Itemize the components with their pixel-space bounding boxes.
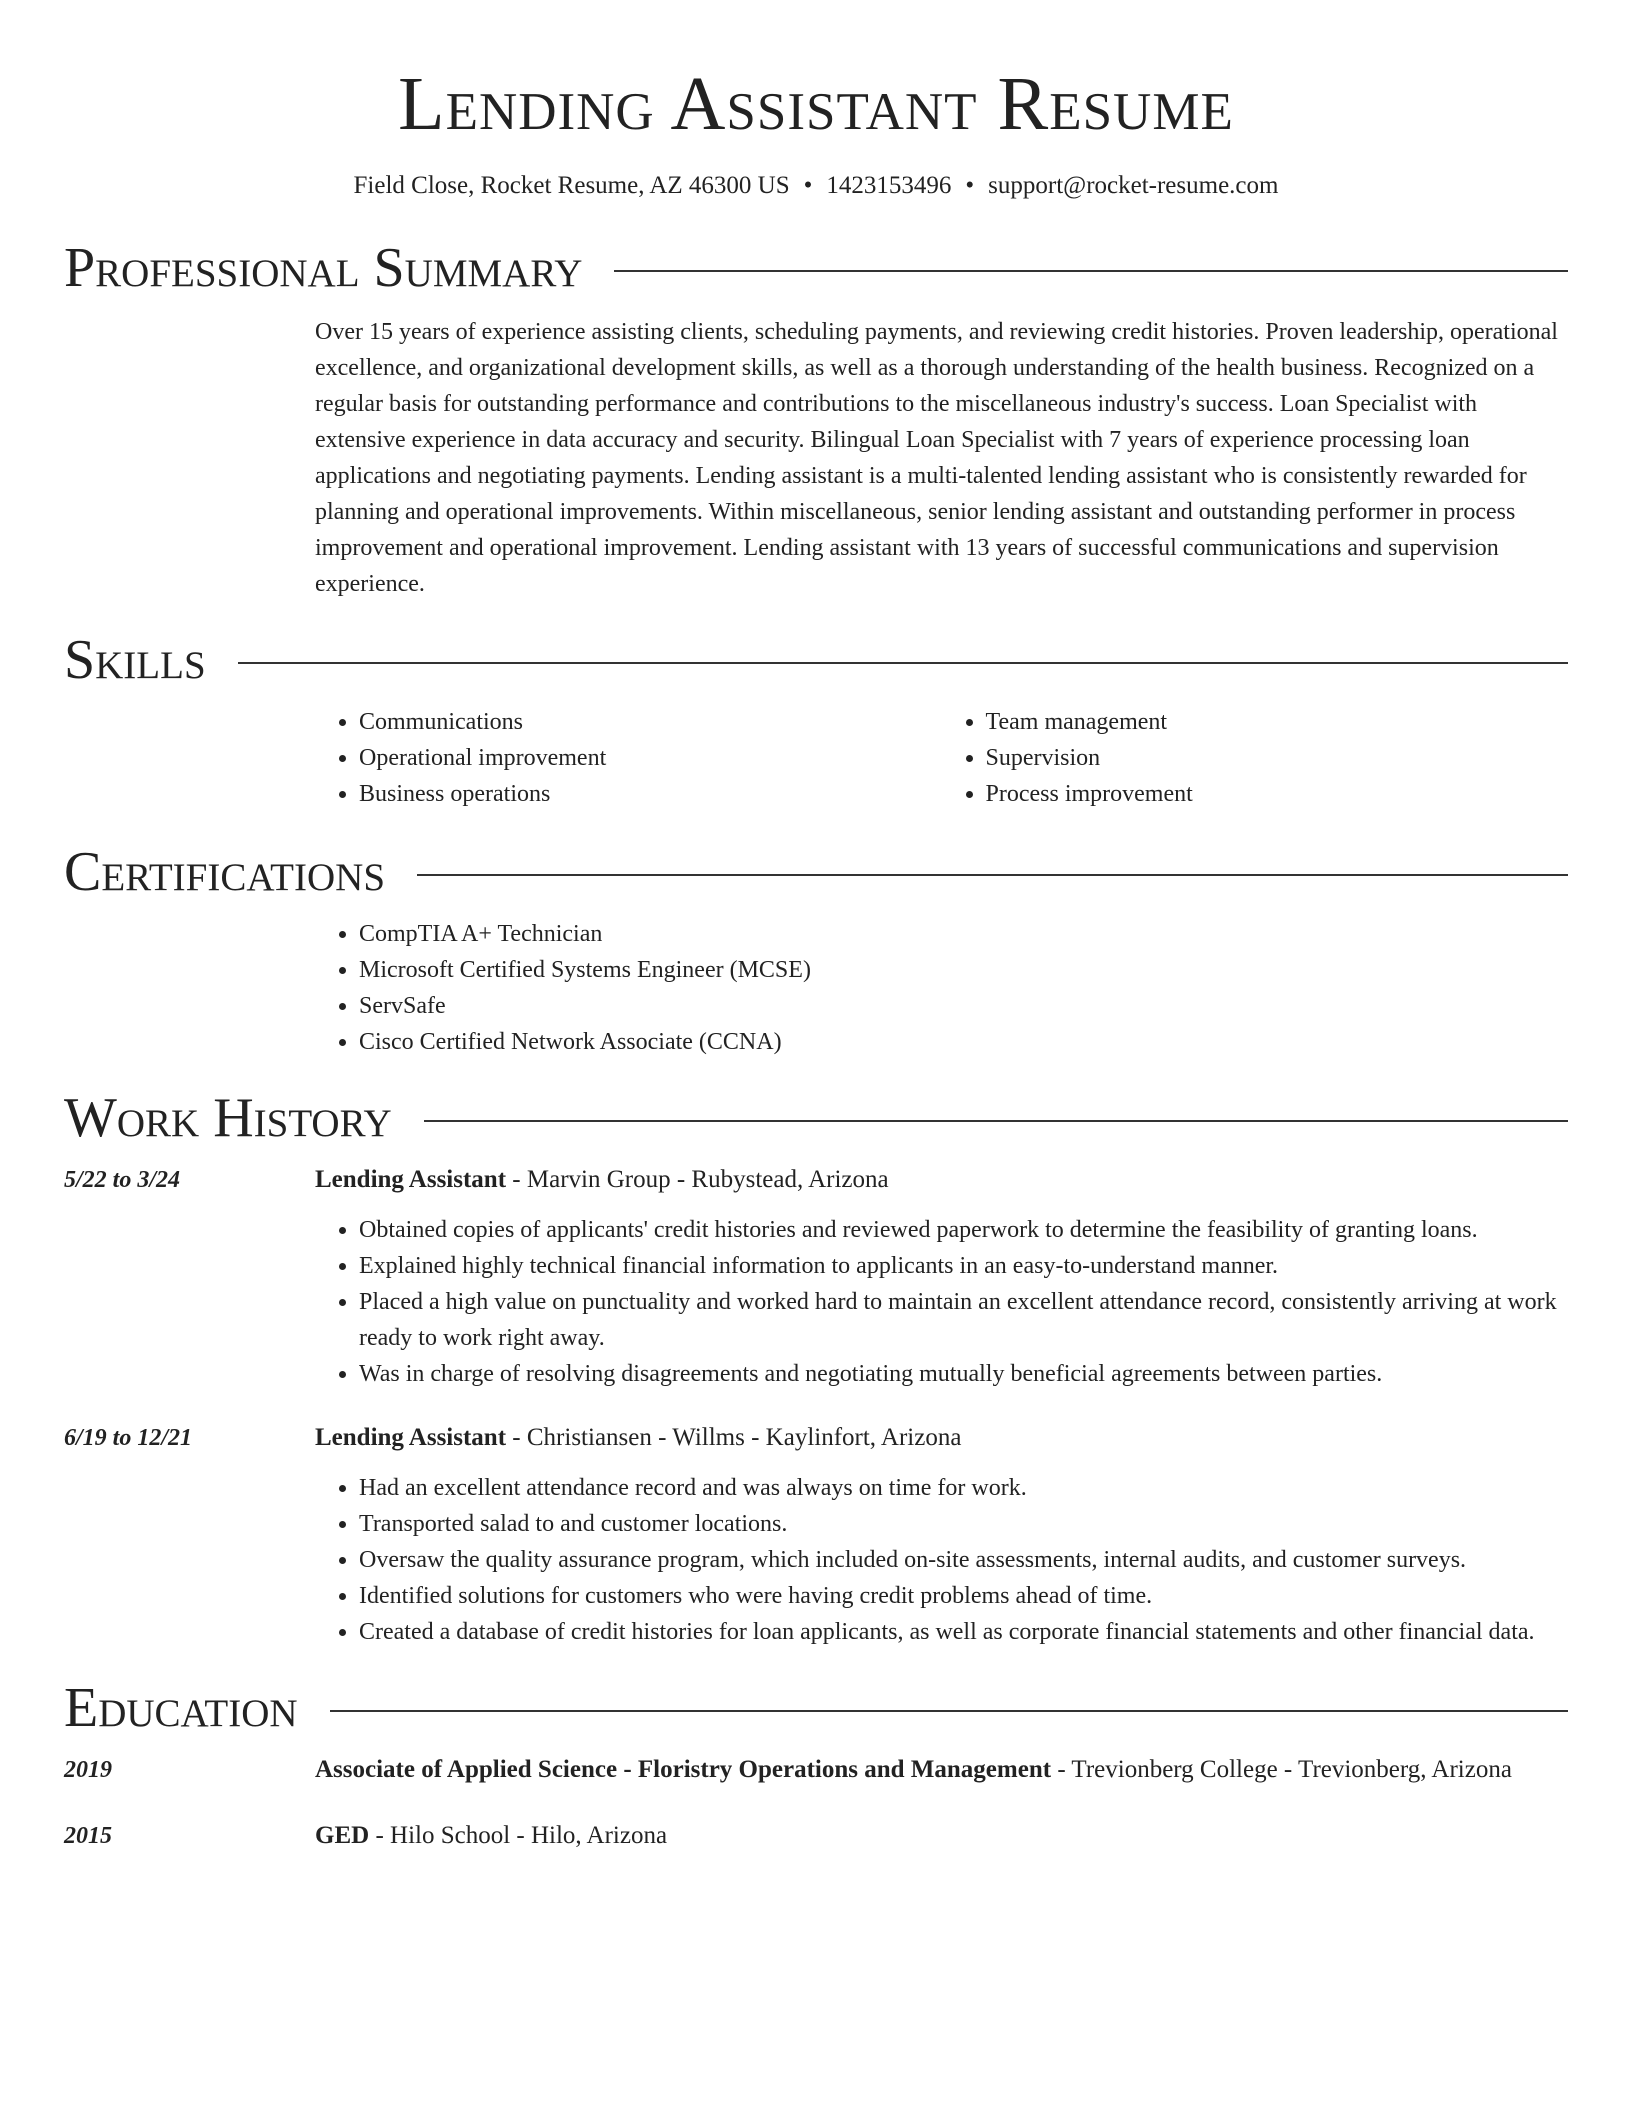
certifications-list bbox=[315, 916, 1568, 1060]
certifications-title: Certifications bbox=[64, 841, 386, 903]
education-title: Education bbox=[64, 1677, 298, 1739]
section-divider bbox=[417, 874, 1568, 876]
skill-item: • Team management bbox=[986, 704, 1569, 740]
skill-item: • Supervision bbox=[986, 740, 1569, 776]
skills-header bbox=[64, 630, 1568, 690]
job-entry bbox=[64, 1418, 1568, 1650]
job-bullet: • Identified solutions for customers who were having credit problems ahead of time. bbox=[359, 1578, 1568, 1614]
skills-section bbox=[64, 630, 1568, 812]
certifications-section bbox=[64, 842, 1568, 1060]
job-bullets bbox=[315, 1470, 1568, 1650]
job-bullet: • Was in charge of resolving disagreements and negotiating mutually beneficial agreements between parties. bbox=[359, 1356, 1568, 1392]
job-heading bbox=[315, 1418, 961, 1458]
skill-item: • Operational improvement bbox=[359, 740, 942, 776]
job-dates: 6/19 to 12/21 bbox=[64, 1425, 193, 1451]
education-year: 2019 bbox=[64, 1757, 112, 1783]
job-entry bbox=[64, 1160, 1568, 1392]
resume-title: Lending Assistant Resume bbox=[398, 62, 1234, 146]
email: support@rocket-resume.com bbox=[988, 172, 1279, 199]
education-entry bbox=[64, 1750, 1568, 1790]
certification-item: • ServSafe bbox=[359, 988, 1568, 1024]
job-bullet: • Oversaw the quality assurance program, which included on-site assessments, internal audits, and customer surveys. bbox=[359, 1542, 1568, 1578]
section-divider bbox=[614, 270, 1568, 272]
education-degree: Associate of Applied Science - Floristry Operations and Management bbox=[315, 1756, 1052, 1783]
job-bullet: • Explained highly technical financial information to applicants in an easy-to-understand manner. bbox=[359, 1248, 1568, 1284]
section-divider bbox=[330, 1710, 1568, 1712]
job-details: - Christiansen - Willms - Kaylinfort, Arizona bbox=[506, 1424, 962, 1451]
job-role: Lending Assistant bbox=[315, 1424, 507, 1451]
education-details: - Hilo School - Hilo, Arizona bbox=[369, 1822, 668, 1849]
education-year: 2015 bbox=[64, 1823, 112, 1849]
certification-item: • Microsoft Certified Systems Engineer (MCSE) bbox=[359, 952, 1568, 988]
education-details: - Trevionberg College - Trevionberg, Arizona bbox=[1051, 1756, 1512, 1783]
education-heading bbox=[315, 1816, 667, 1856]
skills-column-left bbox=[315, 704, 942, 812]
certification-item: • Cisco Certified Network Associate (CCNA) bbox=[359, 1024, 1568, 1060]
skill-item: • Process improvement bbox=[986, 776, 1569, 812]
certification-item: • CompTIA A+ Technician bbox=[359, 916, 1568, 952]
job-heading bbox=[315, 1160, 889, 1200]
education-section bbox=[64, 1678, 1568, 1856]
section-divider bbox=[238, 662, 1568, 664]
education-header bbox=[64, 1678, 1568, 1738]
job-dates: 5/22 to 3/24 bbox=[64, 1167, 181, 1193]
job-role: Lending Assistant bbox=[315, 1166, 507, 1193]
skills-title: Skills bbox=[64, 629, 206, 691]
skills-list bbox=[315, 704, 1568, 812]
job-bullet: • Had an excellent attendance record and was always on time for work. bbox=[359, 1470, 1568, 1506]
summary-section bbox=[64, 238, 1568, 602]
education-entry bbox=[64, 1816, 1568, 1856]
summary-text: Over 15 years of experience assisting clients, scheduling payments, and reviewing credit histories. Proven leadership, operational excellence, and organizational development skills, as well as a thorough understanding of the health business. Recognized on a regular basis for outstanding performance and contributions to the miscellaneous industry's success. Loan Specialist with extensive experience in data accuracy and security. Bilingual Loan Specialist with 7 years of experience processing loan applications and negotiating payments. Lending assistant is a multi-talented lending assistant who is consistently rewarded for planning and operational improvements. Within miscellaneous, senior lending assistant and outstanding performer in process improvement and operational improvement. Lending assistant with 13 years of successful communications and supervision experience. bbox=[315, 319, 1558, 597]
job-bullet: • Placed a high value on punctuality and worked hard to maintain an excellent attendance record, consistently arriving at work ready to work right away. bbox=[359, 1284, 1568, 1356]
skill-item: • Business operations bbox=[359, 776, 942, 812]
summary-title: Professional Summary bbox=[64, 237, 583, 299]
education-heading bbox=[315, 1750, 1512, 1790]
address: Field Close, Rocket Resume, AZ 46300 US bbox=[353, 172, 790, 199]
skill-item: • Communications bbox=[359, 704, 942, 740]
job-bullet: • Obtained copies of applicants' credit histories and reviewed paperwork to determine the feasibility of granting loans. bbox=[359, 1212, 1568, 1248]
work-history-header bbox=[64, 1088, 1568, 1148]
job-bullets bbox=[315, 1212, 1568, 1392]
education-degree: GED bbox=[315, 1822, 370, 1849]
phone: 1423153496 bbox=[826, 172, 952, 199]
summary-header bbox=[64, 238, 1568, 298]
work-history-section bbox=[64, 1088, 1568, 1650]
job-bullet: • Created a database of credit histories for loan applicants, as well as corporate financial statements and other financial data. bbox=[359, 1614, 1568, 1650]
section-divider bbox=[424, 1120, 1568, 1122]
job-bullet: • Transported salad to and customer locations. bbox=[359, 1506, 1568, 1542]
certifications-header bbox=[64, 842, 1568, 902]
separator: • bbox=[803, 172, 813, 199]
work-history-title: Work History bbox=[64, 1087, 392, 1149]
separator: • bbox=[965, 172, 975, 199]
skills-column-right bbox=[942, 704, 1569, 812]
contact-line bbox=[64, 170, 1568, 202]
job-details: - Marvin Group - Rubystead, Arizona bbox=[506, 1166, 889, 1193]
